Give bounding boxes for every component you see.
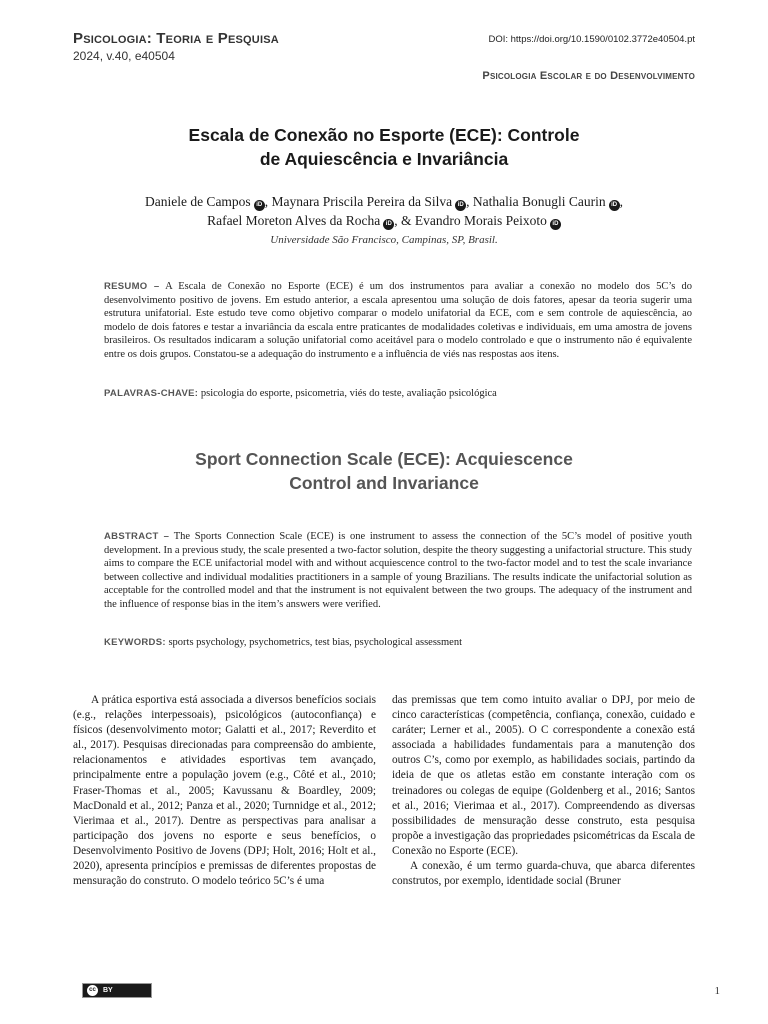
title-pt-line-2: de Aquiescência e Invariância [259, 149, 509, 169]
body-paragraph: A prática esportiva está associada a diversos benefícios sociais (e.g., relações interpessoais), psicológicos (autoconfiança) e físicos (desenvolvimento motor; Galatti et al., 2017; Reverdito et al., 2017). Pesquisas direcionadas para compreensão do ambiente, relacionamentos e atividades esportivas tem avançado, principalmente entre a população jovem (e.g., Côté et al., 2010; Fraser-Thomas et al., 2005; Kavussanu & Boardley, 2009; MacDonald et al., 2012; Panza et al., 2020; Turnnidge et al., 2012; Vierimaa et al., 2017). Dentre as perspectivas para analisar a participação dos jovens no esporte e seus benefícios, o Desenvolvimento Positivo de Jovens (DPJ; Holt, 2016; Holt et al., 2020), apresenta princípios e premissas de diferentes propostas de mensuração do construto. O modelo teórico 5C’s é uma [73, 694, 376, 888]
orcid-icon[interactable]: iD [254, 200, 265, 211]
title-en-line-1: Sport Connection Scale (ECE): Acquiescence [195, 449, 573, 469]
license-by-label: BY [103, 987, 113, 994]
palavras-chave-block [104, 387, 692, 401]
journal-name: Psicologia: Teoria e Pesquisa [73, 30, 279, 47]
abstract-text: The Sports Connection Scale (ECE) is one instrument to assess the connection of the 5C’s model of positive youth development. In a previous study, the scale presented a two-factor solution, despite the theory suggesting a unifactorial structure. This study aims to compare the ECE unifactorial model with and without acquiescence control to the two-factor model and to test the scale invariance between collective and individual modalities practitioners in a sample of young Brazilians. The results indicate the unifactorial solution as acceptable for the controlled model and that the instrument is not equivalent between the two groups. The adequacy of the instrument and the influence of response bias in the item’s answers were verified. [104, 531, 692, 610]
title-pt-line-1: Escala de Conexão no Esporte (ECE): Controle [188, 125, 580, 145]
palavras-chave-label: PALAVRAS-CHAVE: [104, 388, 199, 399]
author-line-2 [73, 211, 695, 230]
author-separator: , [264, 194, 272, 209]
creative-commons-icon: cc [86, 984, 99, 997]
keywords-block [104, 636, 692, 650]
page-number: 1 [714, 985, 720, 997]
author-separator: , [619, 194, 624, 209]
title-en-line-2: Control and Invariance [289, 473, 479, 493]
doi-link[interactable]: DOI: https://doi.org/10.1590/0102.3772e40504.pt [488, 34, 695, 45]
body-paragraph: das premissas que tem como intuito avaliar o DPJ, por meio de cinco características (competência, confiança, conexão, cuidado e caráter; Lerner et al., 2005). O C correspondente a conexão está associada a habilidades fundamentais para a manutenção dos outros C’s, como por exemplo, as habilidades sociais, partindo da ideia de que os atletas estão em constante interação com os treinadores ou colegas de equipe (Goldenberg et al., 2016; Santos et al., 2016; Vierimaa et al., 2017). Compreendendo as diversas possibilidades de mensuração desse construto, esta pesquisa propõe a investigação das propriedades psicométricas da Escala de Conexão no Esporte (ECE). [392, 694, 695, 857]
author-name: Maynara Priscila Pereira da Silva [271, 194, 453, 209]
section-name: Psicologia Escolar e do Desenvolvimento [482, 70, 695, 82]
orcid-icon[interactable]: iD [383, 219, 394, 230]
orcid-icon[interactable]: iD [455, 200, 466, 211]
cc-by-license-badge[interactable] [82, 983, 152, 998]
body-paragraph: A conexão, é um termo guarda-chuva, que abarca diferentes construtos, por exemplo, identidade social (Bruner [392, 860, 695, 888]
author-name: Daniele de Campos [144, 194, 251, 209]
journal-issue: 2024, v.40, e40504 [73, 49, 175, 63]
orcid-icon[interactable]: iD [609, 200, 620, 211]
orcid-icon[interactable]: iD [550, 219, 561, 230]
author-name: Evandro Morais Peixoto [414, 213, 547, 228]
body-column-left [73, 693, 376, 889]
author-name: Nathalia Bonugli Caurin [472, 194, 606, 209]
keywords-text: sports psychology, psychometrics, test bias, psychological assessment [168, 637, 463, 648]
abstract-label: ABSTRACT – [104, 531, 170, 542]
resumo-label: RESUMO – [104, 281, 160, 292]
keywords-label: KEYWORDS: [104, 637, 166, 648]
abstract-block [104, 530, 692, 612]
author-name: Rafael Moreton Alves da Rocha [207, 213, 381, 228]
author-separator: , & [394, 213, 415, 228]
body-column-right [392, 693, 695, 889]
author-list [73, 192, 695, 230]
palavras-chave-text: psicologia do esporte, psicometria, viés do teste, avaliação psicológica [200, 388, 497, 399]
author-separator: , [466, 194, 473, 209]
author-line-1 [73, 192, 695, 211]
affiliation: Universidade São Francisco, Campinas, SP, Brasil. [270, 234, 498, 246]
resumo-block [104, 280, 692, 362]
resumo-text: A Escala de Conexão no Esporte (ECE) é um dos instrumentos para avaliar a conexão no modelo dos 5C’s do desenvolvimento positivo de jovens. Em estudo anterior, a escala apresentou uma solução de dois fatores, apesar da teoria sugerir uma estrutura unifatorial. Este estudo teve como objetivo comparar o modelo unifatorial da ECE, com e sem controle de aquiescência, ao modelo de dois fatores e testar a invariância da escala entre praticantes de modalidades coletivas e individuais, em uma amostra de jovens brasileiros. Os resultados indicaram a solução unifatorial como aceitável para o modelo controlado e que o instrumento não é equivalente entre os dois grupos. Constatou-se a adequação do instrumento e a influência de viés nas respostas aos itens. [104, 281, 692, 360]
